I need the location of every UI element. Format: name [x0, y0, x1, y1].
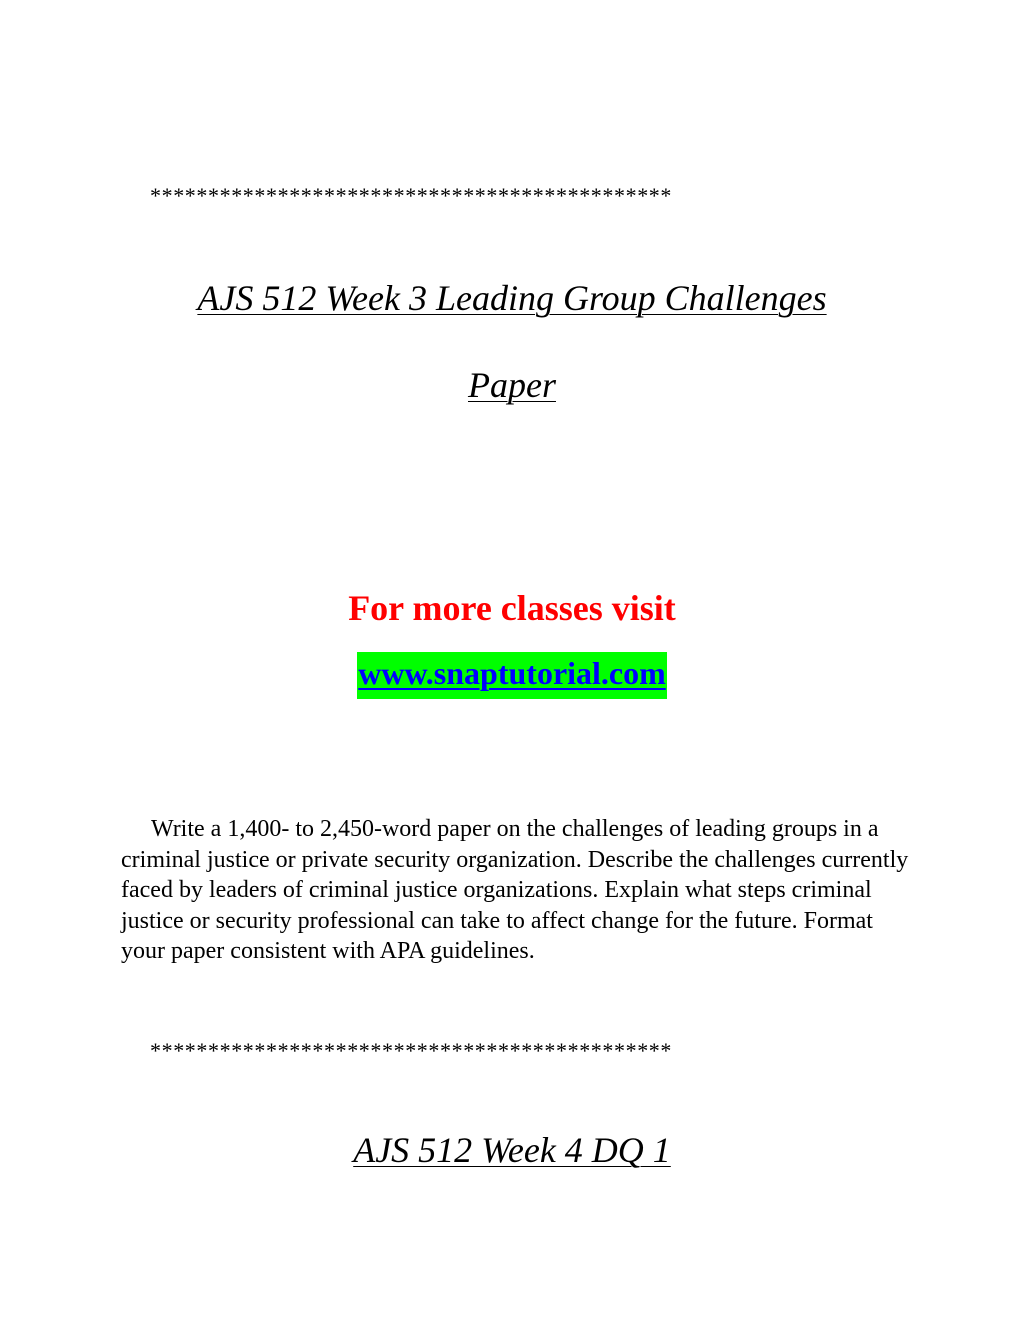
separator-bottom: ********************************************* [150, 1038, 672, 1063]
assignment-description: Write a 1,400- to 2,450-word paper on the challenges of leading groups in a criminal justice or private security organization. Describe the challenges currently faced by leaders of criminal justice organizations. Explain what steps criminal justice or security professional can take to affect change for the future. Format your paper consistent with APA guidelines. [121, 816, 909, 964]
assignment-title-line1: AJS 512 Week 3 Leading Group Challenges [197, 278, 827, 318]
promo-text: For more classes visit [348, 588, 676, 628]
assignment-title-line2: Paper [468, 365, 556, 405]
promo-link[interactable]: www.snaptutorial.com [357, 652, 667, 699]
next-assignment-title: AJS 512 Week 4 DQ 1 [353, 1130, 671, 1170]
promo-link-container [0, 652, 1024, 699]
separator-top: ********************************************* [150, 183, 672, 208]
